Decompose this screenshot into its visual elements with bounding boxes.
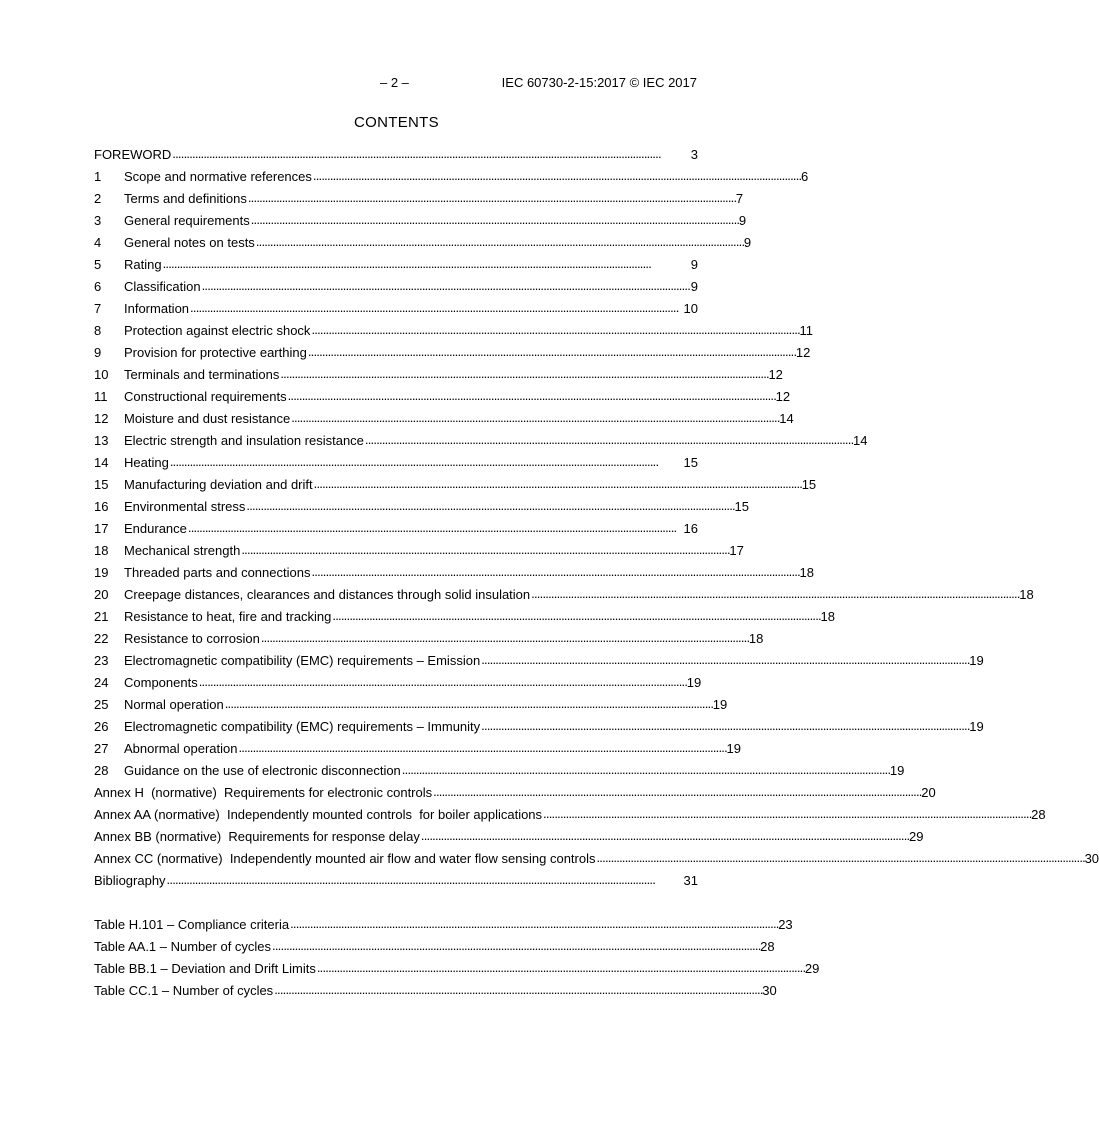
toc-entry-title: Endurance: [124, 520, 187, 536]
toc-entry-number: 13: [94, 432, 109, 448]
toc-entry-number: 24: [94, 674, 109, 690]
toc-entry-number: 15: [94, 476, 109, 492]
toc-entry[interactable]: [94, 517, 698, 539]
toc-entry-title: Bibliography: [94, 872, 166, 888]
toc-entry[interactable]: [94, 759, 905, 781]
toc-leader-dots: [290, 916, 777, 931]
toc-entry-page: 19: [712, 696, 728, 712]
toc-entry-title: Terms and definitions: [124, 190, 247, 206]
toc-entry[interactable]: [94, 385, 791, 407]
page-number: – 2 –: [380, 75, 409, 90]
toc-entry-title: Heating: [124, 454, 169, 470]
toc-entry-page: 20: [921, 784, 936, 800]
toc-entry-page: 23: [778, 916, 793, 932]
toc-entry-page: 12: [795, 344, 811, 360]
section-spacer: [94, 891, 698, 913]
toc-entry-title: Table BB.1 – Deviation and Drift Limits: [94, 960, 316, 976]
toc-entry-page: 15: [683, 454, 698, 470]
toc-entry-title: Table CC.1 – Number of cycles: [94, 982, 274, 998]
toc-entry-title: Annex H (normative) Requirements for electronic controls: [94, 784, 433, 800]
toc-entry[interactable]: [94, 407, 794, 429]
toc-entry-page: 18: [1019, 586, 1034, 602]
toc-leader-dots: [313, 168, 800, 183]
toc-entry-page: 18: [799, 564, 815, 580]
toc-entry-title: Normal operation: [124, 696, 224, 712]
toc-entry-number: 10: [94, 366, 109, 382]
toc-entry-title: General notes on tests: [124, 234, 255, 250]
toc-entry[interactable]: [94, 275, 698, 297]
toc-leader-dots: [280, 366, 767, 381]
toc-entry-title: Provision for protective earthing: [124, 344, 307, 360]
toc-entry-page: 19: [969, 718, 984, 734]
toc-entry-title: Terminals and terminations: [124, 366, 280, 382]
toc-entry-page: 12: [775, 388, 791, 404]
toc-leader-dots: [421, 828, 908, 843]
toc-leader-dots: [543, 806, 1030, 821]
toc-entry[interactable]: [94, 429, 868, 451]
toc-entry-page: 10: [683, 300, 698, 316]
toc-entry[interactable]: [94, 781, 936, 803]
toc-entry-page: 19: [969, 652, 984, 668]
toc-entry[interactable]: [94, 693, 728, 715]
toc-leader-dots: [311, 322, 798, 337]
toc-entry-page: 30: [1084, 850, 1099, 866]
toc-leader-dots: [481, 652, 968, 667]
toc-leader-dots: [308, 344, 795, 359]
toc-leader-dots: [311, 564, 798, 579]
toc-entry-page: 9: [690, 256, 698, 272]
toc-entry-page: 19: [686, 674, 702, 690]
toc-entry-title: Information: [124, 300, 190, 316]
toc-entry-page: 15: [801, 476, 817, 492]
toc-entry-number: 25: [94, 696, 109, 712]
toc-entry-title: Resistance to heat, fire and tracking: [124, 608, 332, 624]
toc-entry[interactable]: [94, 539, 744, 561]
toc-entry[interactable]: [94, 979, 777, 1001]
toc-entry-title: Components: [124, 674, 198, 690]
toc-entry[interactable]: [94, 187, 744, 209]
toc-leader-dots: [256, 234, 743, 249]
toc-leader-dots: [596, 850, 1083, 865]
toc-entry-number: 14: [94, 454, 109, 470]
toc-entry-number: 16: [94, 498, 109, 514]
toc-entry-number: 26: [94, 718, 109, 734]
toc-entry[interactable]: [94, 561, 815, 583]
toc-entry[interactable]: [94, 869, 698, 891]
toc-entry-page: 6: [800, 168, 809, 184]
toc-entry-number: 5: [94, 256, 102, 272]
toc-leader-dots: [433, 784, 920, 799]
toc-entry-page: 9: [738, 212, 747, 228]
toc-entry-title: Environmental stress: [124, 498, 246, 514]
toc-entry[interactable]: [94, 935, 775, 957]
toc-leader-dots: [272, 938, 759, 953]
toc-entry-title: General requirements: [124, 212, 250, 228]
toc-leader-dots: [172, 146, 689, 161]
toc-entry-title: Annex CC (normative) Independently mounted air flow and water flow sensing controls: [94, 850, 596, 866]
toc-entry[interactable]: [94, 737, 742, 759]
toc-leader-dots: [238, 740, 725, 755]
toc-entry-title: Electromagnetic compatibility (EMC) requirements – Immunity: [124, 718, 481, 734]
toc-entry-title: Abnormal operation: [124, 740, 238, 756]
toc-entry-page: 7: [735, 190, 744, 206]
toc-entry-title: Annex AA (normative) Independently mounted controls for boiler applications: [94, 806, 543, 822]
toc-entry[interactable]: [94, 957, 820, 979]
toc-entry[interactable]: [94, 913, 793, 935]
toc-entry-title: Table H.101 – Compliance criteria: [94, 916, 290, 932]
toc-entry[interactable]: [94, 825, 924, 847]
toc-entry[interactable]: [94, 363, 783, 385]
toc-entry-page: 28: [760, 938, 775, 954]
toc-leader-dots: [314, 476, 801, 491]
toc-leader-dots: [163, 256, 690, 271]
toc-entry-page: 31: [683, 872, 698, 888]
toc-entry[interactable]: [94, 583, 1034, 605]
toc-leader-dots: [317, 960, 804, 975]
toc-entry[interactable]: [94, 671, 702, 693]
toc-entry[interactable]: [94, 473, 817, 495]
toc-entry-number: 11: [94, 388, 108, 404]
toc-leader-dots: [199, 674, 686, 689]
toc-leader-dots: [288, 388, 775, 403]
toc-entry-page: 11: [799, 322, 814, 338]
toc-entry-page: 16: [683, 520, 698, 536]
toc-leader-dots: [188, 520, 683, 535]
toc-entry-page: 9: [743, 234, 752, 250]
toc-entry-number: 19: [94, 564, 109, 580]
toc-entry-page: 19: [889, 762, 905, 778]
toc-leader-dots: [248, 190, 735, 205]
toc-entry[interactable]: [94, 209, 747, 231]
toc-leader-dots: [202, 278, 690, 293]
toc-entry-title: Classification: [124, 278, 201, 294]
toc-entry-number: 18: [94, 542, 109, 558]
toc-entry[interactable]: [94, 715, 984, 737]
toc-entry-title: Manufacturing deviation and drift: [124, 476, 313, 492]
toc-entry-page: 12: [768, 366, 783, 382]
toc-entry-title: Rating: [124, 256, 162, 272]
toc-leader-dots: [402, 762, 889, 777]
toc-entry-number: 22: [94, 630, 109, 646]
page-header: [0, 75, 793, 93]
toc-entry-title: Mechanical strength: [124, 542, 241, 558]
toc-entry-number: 3: [94, 212, 102, 228]
toc-entry[interactable]: [94, 649, 984, 671]
toc-entry[interactable]: [94, 231, 752, 253]
toc-entry-title: Threaded parts and connections: [124, 564, 311, 580]
toc-entry-page: 30: [762, 982, 777, 998]
toc-entry-number: 2: [94, 190, 102, 206]
toc-leader-dots: [251, 212, 738, 227]
toc-entry-title: Guidance on the use of electronic disconnection: [124, 762, 401, 778]
toc-entry-number: 7: [94, 300, 102, 316]
toc-entry-title: Constructional requirements: [124, 388, 287, 404]
toc-entry-number: 27: [94, 740, 109, 756]
toc-entry-page: 14: [779, 410, 794, 426]
toc-leader-dots: [365, 432, 852, 447]
toc-entry[interactable]: [94, 297, 698, 319]
toc-entry-page: 28: [1031, 806, 1046, 822]
toc-entry[interactable]: [94, 319, 814, 341]
toc-entry[interactable]: [94, 495, 749, 517]
toc-entry[interactable]: [94, 165, 809, 187]
toc-entry[interactable]: [94, 143, 698, 165]
toc-leader-dots: [481, 718, 968, 733]
toc-leader-dots: [274, 982, 761, 997]
toc-entry-number: 9: [94, 344, 102, 360]
toc-entry-title: FOREWORD: [94, 146, 172, 162]
toc-leader-dots: [531, 586, 1018, 601]
toc-entry-number: 1: [94, 168, 102, 184]
toc-entry-number: 12: [94, 410, 109, 426]
toc-entry-title: Moisture and dust resistance: [124, 410, 291, 426]
toc-entry-page: 14: [852, 432, 868, 448]
toc-entry-number: 8: [94, 322, 102, 338]
toc-leader-dots: [246, 498, 733, 513]
toc-entry-page: 18: [748, 630, 764, 646]
toc-entry-number: 20: [94, 586, 109, 602]
toc-entry[interactable]: [94, 605, 835, 627]
toc-entry[interactable]: [94, 341, 811, 363]
toc-entry-title: Electromagnetic compatibility (EMC) requirements – Emission: [124, 652, 481, 668]
toc-entry-page: 17: [729, 542, 744, 558]
toc-entry-page: 18: [820, 608, 835, 624]
toc-entry-title: Table AA.1 – Number of cycles: [94, 938, 272, 954]
page-title: CONTENTS: [354, 114, 439, 131]
toc-entry-number: 28: [94, 762, 109, 778]
toc-leader-dots: [332, 608, 819, 623]
toc-entry-number: 23: [94, 652, 109, 668]
toc-entry[interactable]: [94, 803, 1046, 825]
toc-leader-dots: [291, 410, 778, 425]
toc-entry-page: 19: [726, 740, 742, 756]
toc-entry[interactable]: [94, 627, 764, 649]
toc-entry-page: 29: [804, 960, 820, 976]
toc-entry-title: Electric strength and insulation resistance: [124, 432, 364, 448]
toc-leader-dots: [167, 872, 683, 887]
toc-entry-page: 3: [690, 146, 698, 162]
toc-entry-number: 17: [94, 520, 109, 536]
toc-entry-page: 15: [734, 498, 749, 514]
toc-entry-number: 21: [94, 608, 109, 624]
toc-entry-title: Creepage distances, clearances and distances through solid insulation: [124, 586, 531, 602]
toc-entry-page: 9: [690, 278, 698, 294]
toc-entry-number: 6: [94, 278, 102, 294]
toc-entry-title: Annex BB (normative) Requirements for response delay: [94, 828, 420, 844]
toc-leader-dots: [170, 454, 683, 469]
toc-entry-title: Scope and normative references: [124, 168, 312, 184]
toc-entry-number: 4: [94, 234, 102, 250]
standard-reference: IEC 60730-2-15:2017 © IEC 2017: [501, 75, 697, 90]
toc-leader-dots: [190, 300, 682, 315]
toc-entry[interactable]: [94, 451, 698, 473]
table-of-contents: [94, 143, 1099, 1001]
toc-entry[interactable]: [94, 253, 698, 275]
toc-leader-dots: [261, 630, 748, 645]
toc-entry-title: Resistance to corrosion: [124, 630, 260, 646]
toc-leader-dots: [225, 696, 712, 711]
toc-entry-page: 29: [908, 828, 924, 844]
toc-entry-title: Protection against electric shock: [124, 322, 311, 338]
toc-entry[interactable]: [94, 847, 1099, 869]
toc-leader-dots: [241, 542, 728, 557]
